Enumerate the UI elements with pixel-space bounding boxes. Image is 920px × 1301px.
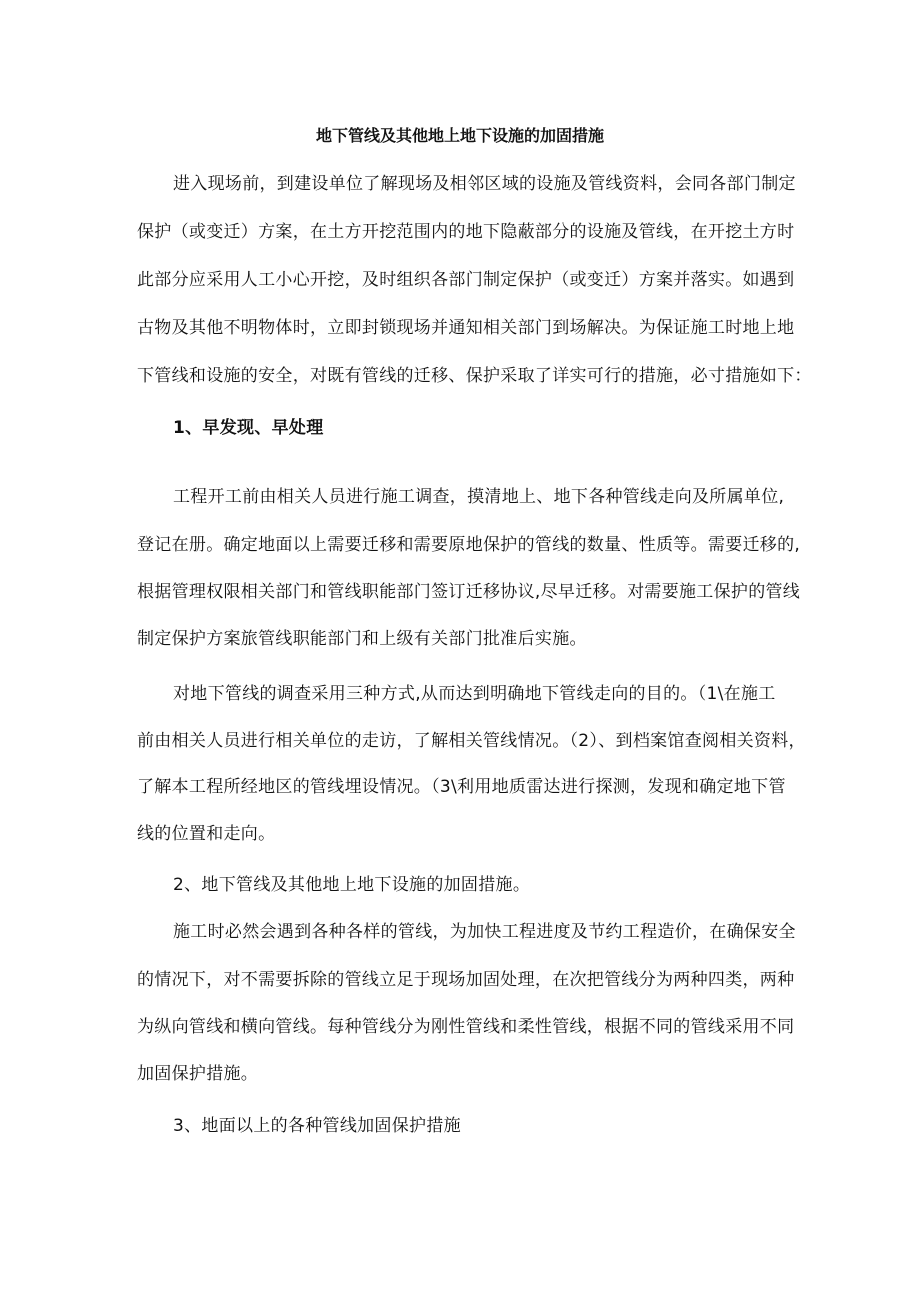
paragraph-line: 线的位置和走向。	[137, 824, 276, 844]
paragraph-line: 古物及其他不明物体时，立即封锁现场并通知相关部门到场解决。为保证施工时地上地	[137, 318, 795, 338]
paragraph-line: 对地下管线的调查采用三种方式,从而达到明确地下管线走向的目的。（1\在施工	[173, 684, 776, 704]
paragraph-line: 工程开工前由相关人员进行施工调查，摸清地上、地下各种管线走向及所属单位,	[173, 487, 785, 507]
paragraph-line: 了解本工程所经地区的管线埋设情况。（3\利用地质雷达进行探测，发现和确定地下管	[137, 777, 786, 797]
section-heading: 3、地面以上的各种管线加固保护措施	[173, 1116, 461, 1136]
paragraph-line: 下管线和设施的安全，对既有管线的迁移、保护采取了详实可行的措施，必寸措施如下：	[137, 366, 812, 386]
paragraph-line: 制定保护方案旅管线职能部门和上级有关部门批准后实施。	[137, 629, 587, 649]
paragraph-line: 为纵向管线和横向管线。每种管线分为刚性管线和柔性管线，根据不同的管线采用不同	[137, 1017, 795, 1037]
paragraph-line: 进入现场前，到建设单位了解现场及相邻区域的设施及管线资料，会同各部门制定	[173, 174, 796, 194]
paragraph-line: 登记在册。确定地面以上需要迁移和需要原地保护的管线的数量、性质等。需要迁移的,	[137, 535, 801, 555]
paragraph-line: 保护（或变迁）方案，在土方开挖范围内的地下隐蔽部分的设施及管线，在开挖土方时	[137, 222, 795, 242]
paragraph-line: 的情况下，对不需要拆除的管线立足于现场加固处理，在次把管线分为两种四类，两种	[137, 970, 795, 990]
paragraph-line: 施工时必然会遇到各种各样的管线，为加快工程进度及节约工程造价，在确保安全	[173, 922, 796, 942]
section-heading: 1、早发现、早处理	[173, 418, 324, 438]
paragraph-line: 此部分应采用人工小心开挖，及时组织各部门制定保护（或变迁）方案并落实。如遇到	[137, 270, 795, 290]
paragraph-line: 加固保护措施。	[137, 1064, 259, 1084]
document-title: 地下管线及其他地上地下设施的加固措施	[315, 126, 604, 145]
paragraph-line: 前由相关人员进行相关单位的走访，了解相关管线情况。（2）、到档案馆查阅相关资料，	[137, 731, 806, 751]
section-heading: 2、地下管线及其他地上地下设施的加固措施。	[173, 875, 531, 895]
paragraph-line: 根据管理权限相关部门和管线职能部门签订迁移协议,尽早迁移。对需要施工保护的管线	[137, 582, 801, 602]
